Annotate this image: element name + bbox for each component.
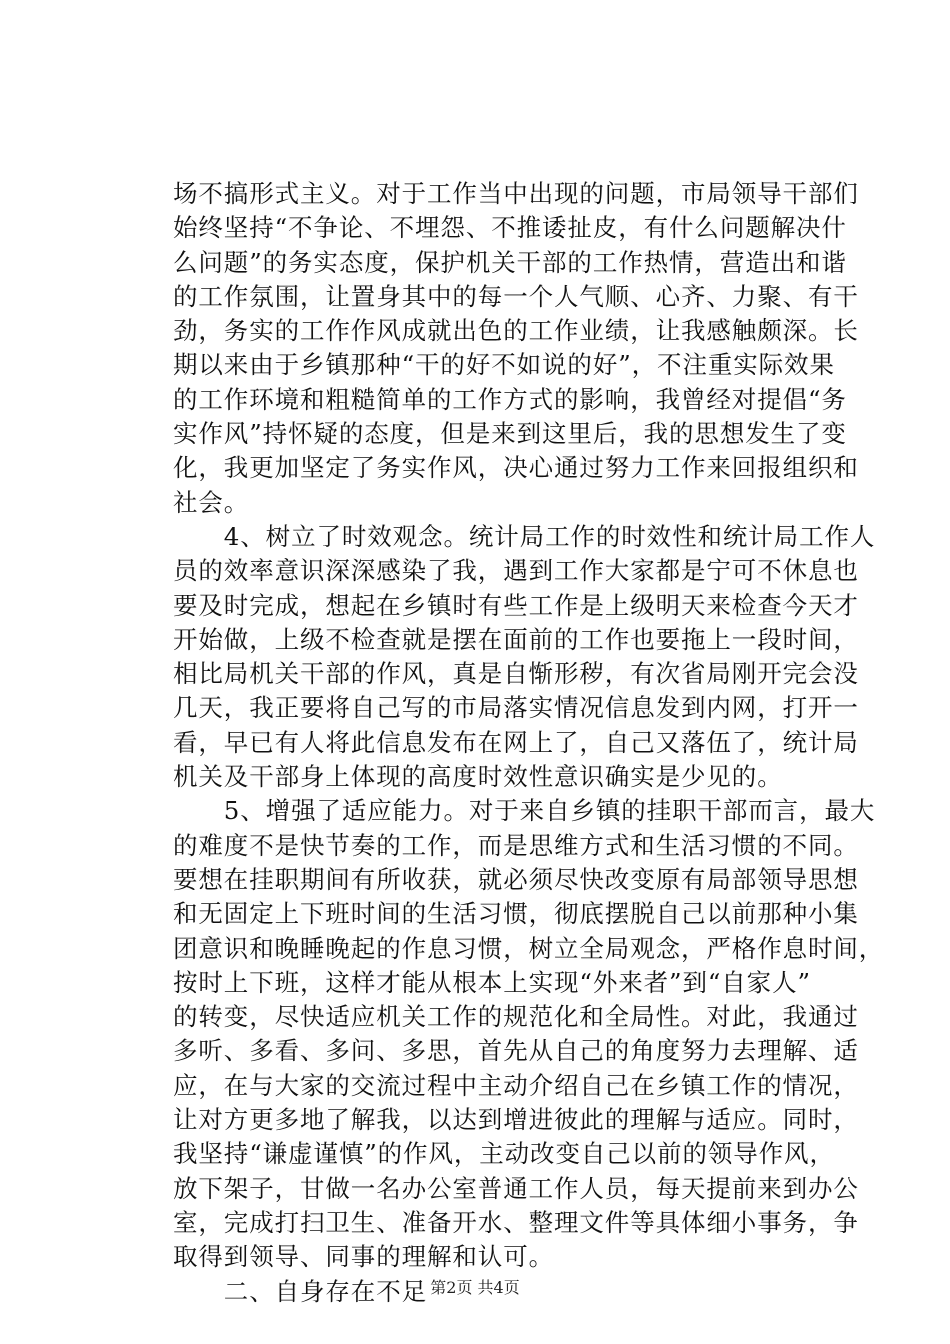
text-line: 几天，我正要将自己写的市局落实情况信息发到内网，打开一 (173, 693, 859, 723)
text-line: 社会。 (173, 487, 250, 517)
text-line: 机关及干部身上体现的高度时效性意识确实是少见的。 (173, 762, 783, 792)
paragraph-start-line: 5、增强了适应能力。对于来自乡镇的挂职干部而言，最大 (173, 796, 876, 826)
text-line: 场不搞形式主义。对于工作当中出现的问题，市局领导干部们 (173, 179, 859, 208)
text-line: 期以来由于乡镇那种“干的好不如说的好”，不注重实际效果 (173, 350, 835, 380)
text-line: 的工作环境和粗糙简单的工作方式的影响，我曾经对提倡“务 (173, 384, 847, 414)
text-line: 员的效率意识深深感染了我，遇到工作大家都是宁可不休息也 (173, 556, 859, 586)
text-line: 开始做，上级不检查就是摆在面前的工作也要拖上一段时间， (173, 624, 859, 654)
section-heading: 二、自身存在不足 (173, 1276, 427, 1306)
text-line: 劲，务实的工作作风成就出色的工作业绩，让我感触颇深。长 (173, 316, 859, 346)
text-line: 的难度不是快节奏的工作，而是思维方式和生活习惯的不同。 (173, 830, 859, 860)
text-line: 室，完成打扫卫生、准备开水、整理文件等具体细小事务，争 (173, 1207, 859, 1237)
text-line: 和无固定上下班时间的生活习惯，彻底摆脱自己以前那种小集 (173, 899, 859, 929)
text-line: 相比局机关干部的作风，真是自惭形秽，有次省局刚开完会没 (173, 659, 859, 689)
text-line: 始终坚持“不争论、不埋怨、不推诿扯皮，有什么问题解决什 (173, 213, 847, 243)
text-line: 化，我更加坚定了务实作风，决心通过努力工作来回报组织和 (173, 453, 859, 483)
page-footer: 第2页 共4页 (430, 1278, 520, 1297)
body-text (173, 177, 885, 1309)
text-line: 么问题”的务实态度，保护机关干部的工作热情，营造出和谐 (173, 247, 847, 277)
text-line: 取得到领导、同事的理解和认可。 (173, 1242, 554, 1272)
text-line: 看，早已有人将此信息发布在网上了，自己又落伍了，统计局 (173, 727, 859, 757)
paragraph-start-line: 4、树立了时效观念。统计局工作的时效性和统计局工作人 (173, 521, 876, 551)
text-line: 要想在挂职期间有所收获，就必须尽快改变原有局部领导思想 (173, 864, 859, 894)
text-line: 的工作氛围，让置身其中的每一个人气顺、心齐、力聚、有干 (173, 281, 859, 311)
text-line: 放下架子，甘做一名办公室普通工作人员，每天提前来到办公 (173, 1173, 859, 1203)
text-line: 应，在与大家的交流过程中主动介绍自己在乡镇工作的情况， (173, 1070, 859, 1100)
text-line: 要及时完成，想起在乡镇时有些工作是上级明天来检查今天才 (173, 590, 859, 620)
text-line: 实作风”持怀疑的态度，但是来到这里后，我的思想发生了变 (173, 419, 847, 449)
text-line: 团意识和晚睡晚起的作息习惯，树立全局观念，严格作息时间， (173, 933, 885, 963)
text-line: 我坚持“谦虚谨慎”的作风，主动改变自己以前的领导作风， (173, 1139, 835, 1169)
text-line: 的转变，尽快适应机关工作的规范化和全局性。对此，我通过 (173, 1002, 859, 1032)
text-line: 按时上下班，这样才能从根本上实现“外来者”到“自家人” (173, 967, 811, 997)
text-line: 让对方更多地了解我，以达到增进彼此的理解与适应。同时， (173, 1105, 859, 1135)
text-line: 多听、多看、多问、多思，首先从自己的角度努力去理解、适 (173, 1036, 859, 1066)
